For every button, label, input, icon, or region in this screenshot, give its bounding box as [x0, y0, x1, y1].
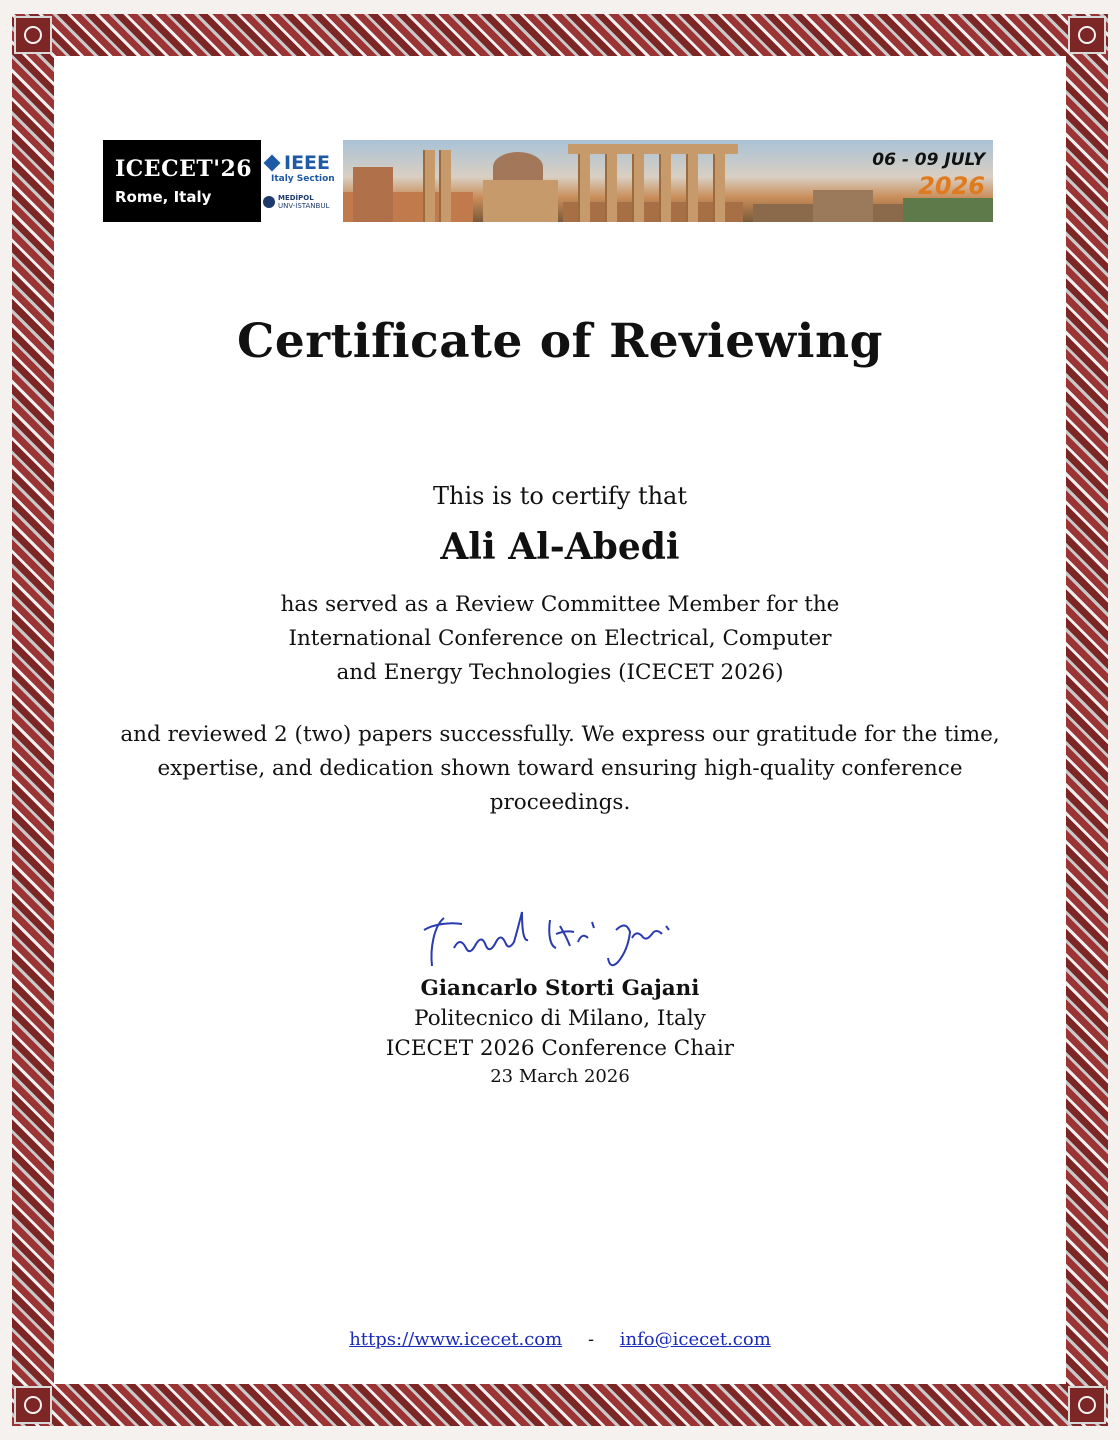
certify-intro: This is to certify that	[433, 482, 687, 510]
service-line: has served as a Review Committee Member for the	[280, 592, 840, 617]
banner-logo-block	[103, 140, 261, 222]
medipol-emblem-icon	[263, 196, 275, 208]
certificate-body	[54, 56, 1066, 1384]
ieee-logo	[263, 152, 330, 174]
email-link[interactable]: info@icecet.com	[619, 1329, 771, 1350]
corner-ornament	[14, 16, 52, 54]
recipient-name: Ali Al-Abedi	[440, 526, 680, 568]
medipol-logo	[263, 194, 329, 210]
corner-ornament	[14, 1386, 52, 1424]
medipol-name: MEDİPOL	[278, 194, 314, 202]
medipol-subtitle: UNV-İSTANBUL	[278, 202, 330, 210]
conference-year: 2026	[918, 172, 985, 200]
footer-separator: -	[587, 1329, 595, 1350]
signature-date: 23 March 2026	[490, 1066, 630, 1087]
handwritten-signature	[410, 908, 690, 978]
ieee-diamond-icon	[264, 155, 281, 172]
ieee-section: Italy Section	[271, 174, 335, 184]
footer-contact	[54, 1329, 1066, 1350]
corner-ornament	[1068, 1386, 1106, 1424]
service-statement	[54, 588, 1066, 690]
service-line: International Conference on Electrical, Computer	[288, 626, 832, 651]
conference-dates	[872, 150, 985, 200]
certificate-title: Certificate of Reviewing	[236, 314, 884, 369]
conference-banner	[103, 140, 993, 222]
website-link[interactable]: https://www.icecet.com	[349, 1329, 563, 1350]
rome-skyline-image	[343, 140, 993, 222]
conference-location: Rome, Italy	[115, 188, 212, 206]
sponsor-logos	[261, 140, 343, 222]
conference-short-name: ICECET'26	[115, 156, 253, 182]
ieee-text: IEEE	[284, 152, 331, 174]
signatory-role: ICECET 2026 Conference Chair	[385, 1036, 735, 1061]
signatory-name: Giancarlo Storti Gajani	[420, 976, 700, 1001]
review-statement	[54, 718, 1066, 820]
date-range: 06 - 09 JULY	[872, 150, 985, 170]
service-line: and Energy Technologies (ICECET 2026)	[336, 660, 784, 685]
review-line: proceedings.	[489, 790, 631, 815]
review-line: expertise, and dedication shown toward ensuring high-quality conference	[157, 756, 963, 781]
review-line: and reviewed 2 (two) papers successfully. We express our gratitude for the time,	[120, 722, 1000, 747]
signatory-affiliation: Politecnico di Milano, Italy	[414, 1006, 706, 1031]
corner-ornament	[1068, 16, 1106, 54]
